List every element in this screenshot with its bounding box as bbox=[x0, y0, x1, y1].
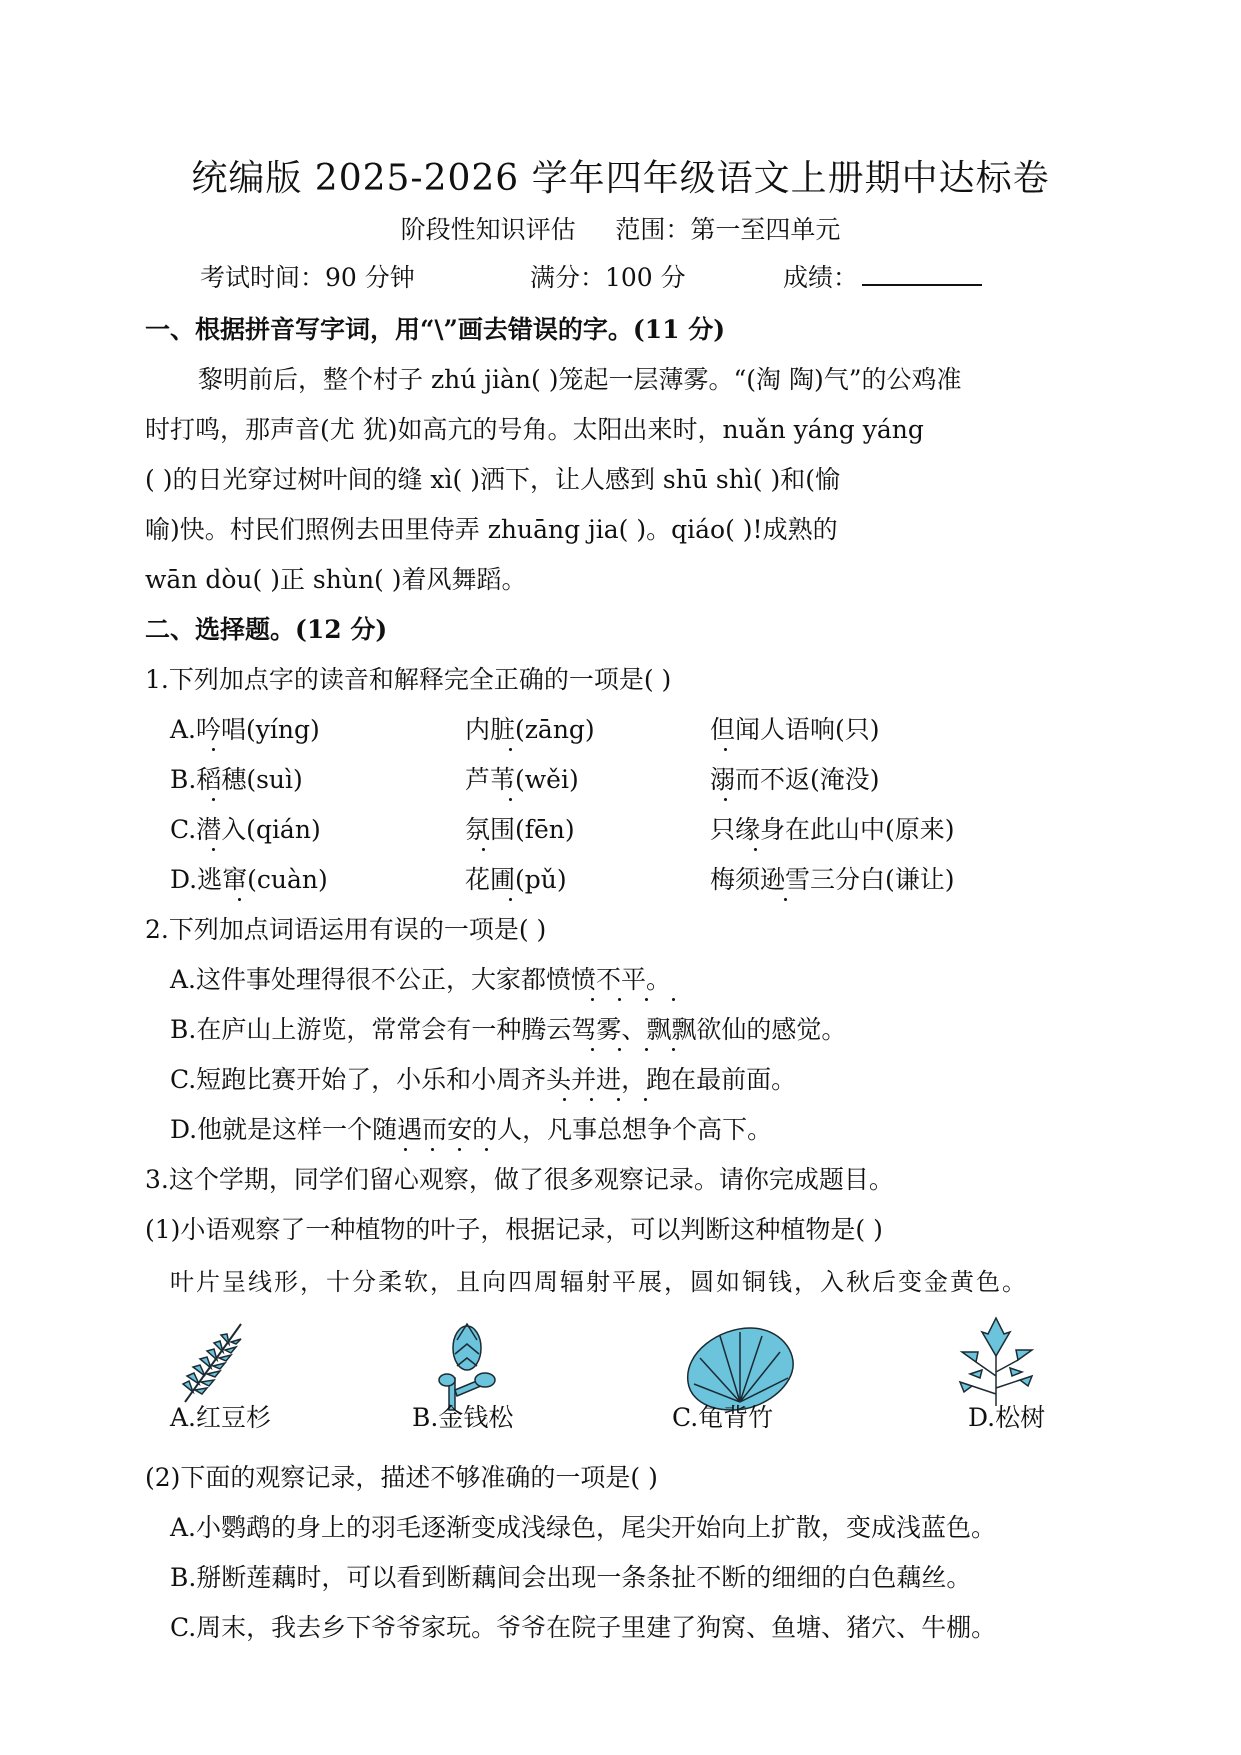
emphasis-dot bbox=[724, 798, 727, 801]
plant-option-d: D.松树 bbox=[968, 1403, 1046, 1432]
q3-stem: 3.这个学期，同学们留心观察，做了很多观察记录。请你完成题目。 bbox=[145, 1165, 894, 1194]
emphasis-dot bbox=[482, 848, 485, 851]
emphasis-dot bbox=[485, 1148, 488, 1151]
section1-line: wān dòu( )正 shùn( )着风舞蹈。 bbox=[145, 565, 527, 594]
emphasis-dot bbox=[212, 748, 215, 751]
section1-line: 喻)快。村民们照例去田里侍弄 zhuāng jia( )。qiáo( )!成熟的 bbox=[145, 515, 838, 544]
section1-line: 时打鸣，那声音(尤 犹)如高亢的号角。太阳出来时，nuǎn yáng yáng bbox=[145, 415, 924, 444]
emphasis-dot bbox=[509, 798, 512, 801]
q3-sub2-stem: (2)下面的观察记录，描述不够准确的一项是( ) bbox=[145, 1463, 658, 1492]
observation-record: 叶片呈线形，十分柔软，且向四周辐射平展，圆如铜钱，入秋后变金黄色。 bbox=[170, 1268, 1028, 1296]
emphasis-dot bbox=[645, 1048, 648, 1051]
emphasis-dot bbox=[238, 898, 241, 901]
score-blank bbox=[862, 262, 982, 286]
q1-stem: 1.下列加点字的读音和解释完全正确的一项是( ) bbox=[145, 665, 672, 694]
emphasis-dot bbox=[590, 1098, 593, 1101]
emphasis-dot bbox=[672, 998, 675, 1001]
emphasis-dot bbox=[724, 748, 727, 751]
q1-option-a-2: 内脏(zāng) bbox=[465, 715, 595, 744]
emphasis-dot bbox=[509, 748, 512, 751]
q1-option-b-2: 芦苇(wěi) bbox=[465, 765, 579, 794]
emphasis-dot bbox=[591, 1048, 594, 1051]
q2-option-c: C.短跑比赛开始了，小乐和小周齐头并进，跑在最前面。 bbox=[170, 1065, 797, 1094]
page-subtitle bbox=[0, 210, 1241, 246]
q3-sub2-option-a: A.小鹦鹉的身上的羽毛逐渐变成浅绿色，尾尖开始向上扩散，变成浅蓝色。 bbox=[170, 1513, 997, 1542]
q3-sub2-option-b: B.掰断莲藕时，可以看到断藕间会出现一条条扯不断的细细的白色藕丝。 bbox=[170, 1563, 972, 1592]
q1-option-d-3: 梅须逊雪三分白(谦让) bbox=[710, 865, 955, 894]
q2-option-d: D.他就是这样一个随遇而安的人，凡事总想争个高下。 bbox=[170, 1115, 773, 1144]
q1-option-d-2: 花圃(pǔ) bbox=[465, 865, 567, 894]
emphasis-dot bbox=[672, 1048, 675, 1051]
emphasis-dot bbox=[617, 1098, 620, 1101]
emphasis-dot bbox=[618, 1048, 621, 1051]
score-field bbox=[783, 258, 982, 294]
emphasis-dot bbox=[404, 1148, 407, 1151]
plant-option-a: A.红豆杉 bbox=[170, 1403, 272, 1432]
q1-option-c-2: 氛围(fēn) bbox=[465, 815, 575, 844]
full-score: 满分：100 分 bbox=[530, 263, 686, 292]
q2-stem: 2.下列加点词语运用有误的一项是( ) bbox=[145, 915, 547, 944]
score-label: 成绩： bbox=[783, 263, 859, 292]
emphasis-dot bbox=[591, 998, 594, 1001]
section1-heading: 一、根据拼音写字词，用“\”画去错误的字。(11 分) bbox=[145, 315, 726, 344]
pine-tree-illustration bbox=[958, 1316, 1036, 1410]
section2-heading: 二、选择题。(12 分) bbox=[145, 615, 388, 644]
q2-option-b: B.在庐山上游览，常常会有一种腾云驾雾、飘飘欲仙的感觉。 bbox=[170, 1015, 847, 1044]
red-bean-yew-illustration bbox=[175, 1318, 255, 1406]
section1-line: 黎明前后，整个村子 zhú jiàn( )笼起一层薄雾。“(淘 陶)气”的公鸡准 bbox=[198, 365, 962, 394]
emphasis-dot bbox=[754, 848, 757, 851]
emphasis-dot bbox=[618, 998, 621, 1001]
section1-line: ( )的日光穿过树叶间的缝 xì( )洒下，让人感到 shū shì( )和(愉 bbox=[145, 465, 841, 494]
exam-time: 考试时间：90 分钟 bbox=[200, 263, 415, 292]
q1-option-c-3: 只缘身在此山中(原来) bbox=[710, 815, 955, 844]
plant-option-c: C.龟背竹 bbox=[672, 1403, 774, 1432]
emphasis-dot bbox=[784, 898, 787, 901]
emphasis-dot bbox=[212, 848, 215, 851]
subtitle-range: 范围：第一至四单元 bbox=[615, 215, 841, 244]
emphasis-dot bbox=[644, 1098, 647, 1101]
q1-option-a-1: A.吟唱(yíng) bbox=[170, 715, 320, 744]
plant-option-b: B.金钱松 bbox=[412, 1403, 514, 1432]
q3-sub1-stem: (1)小语观察了一种植物的叶子，根据记录，可以判断这种植物是( ) bbox=[145, 1215, 883, 1244]
q2-option-a: A.这件事处理得很不公正，大家都愤愤不平。 bbox=[170, 965, 672, 994]
q1-option-b-3: 溺而不返(淹没) bbox=[710, 765, 880, 794]
emphasis-dot bbox=[645, 998, 648, 1001]
page-title: 统编版 2025-2026 学年四年级语文上册期中达标卷 bbox=[191, 158, 1050, 199]
emphasis-dot bbox=[431, 1148, 434, 1151]
subtitle-assessment: 阶段性知识评估 bbox=[400, 215, 576, 244]
q1-option-a-3: 但闻人语响(只) bbox=[710, 715, 880, 744]
emphasis-dot bbox=[458, 1148, 461, 1151]
q1-option-c-1: C.潜入(qián) bbox=[170, 815, 321, 844]
q1-option-b-1: B.稻穗(suì) bbox=[170, 765, 303, 794]
q3-sub2-option-c: C.周末，我去乡下爷爷家玩。爷爷在院子里建了狗窝、鱼塘、猪穴、牛棚。 bbox=[170, 1613, 997, 1642]
emphasis-dot bbox=[509, 898, 512, 901]
emphasis-dot bbox=[563, 1098, 566, 1101]
emphasis-dot bbox=[212, 798, 215, 801]
q1-option-d-1: D.逃窜(cuàn) bbox=[170, 865, 328, 894]
